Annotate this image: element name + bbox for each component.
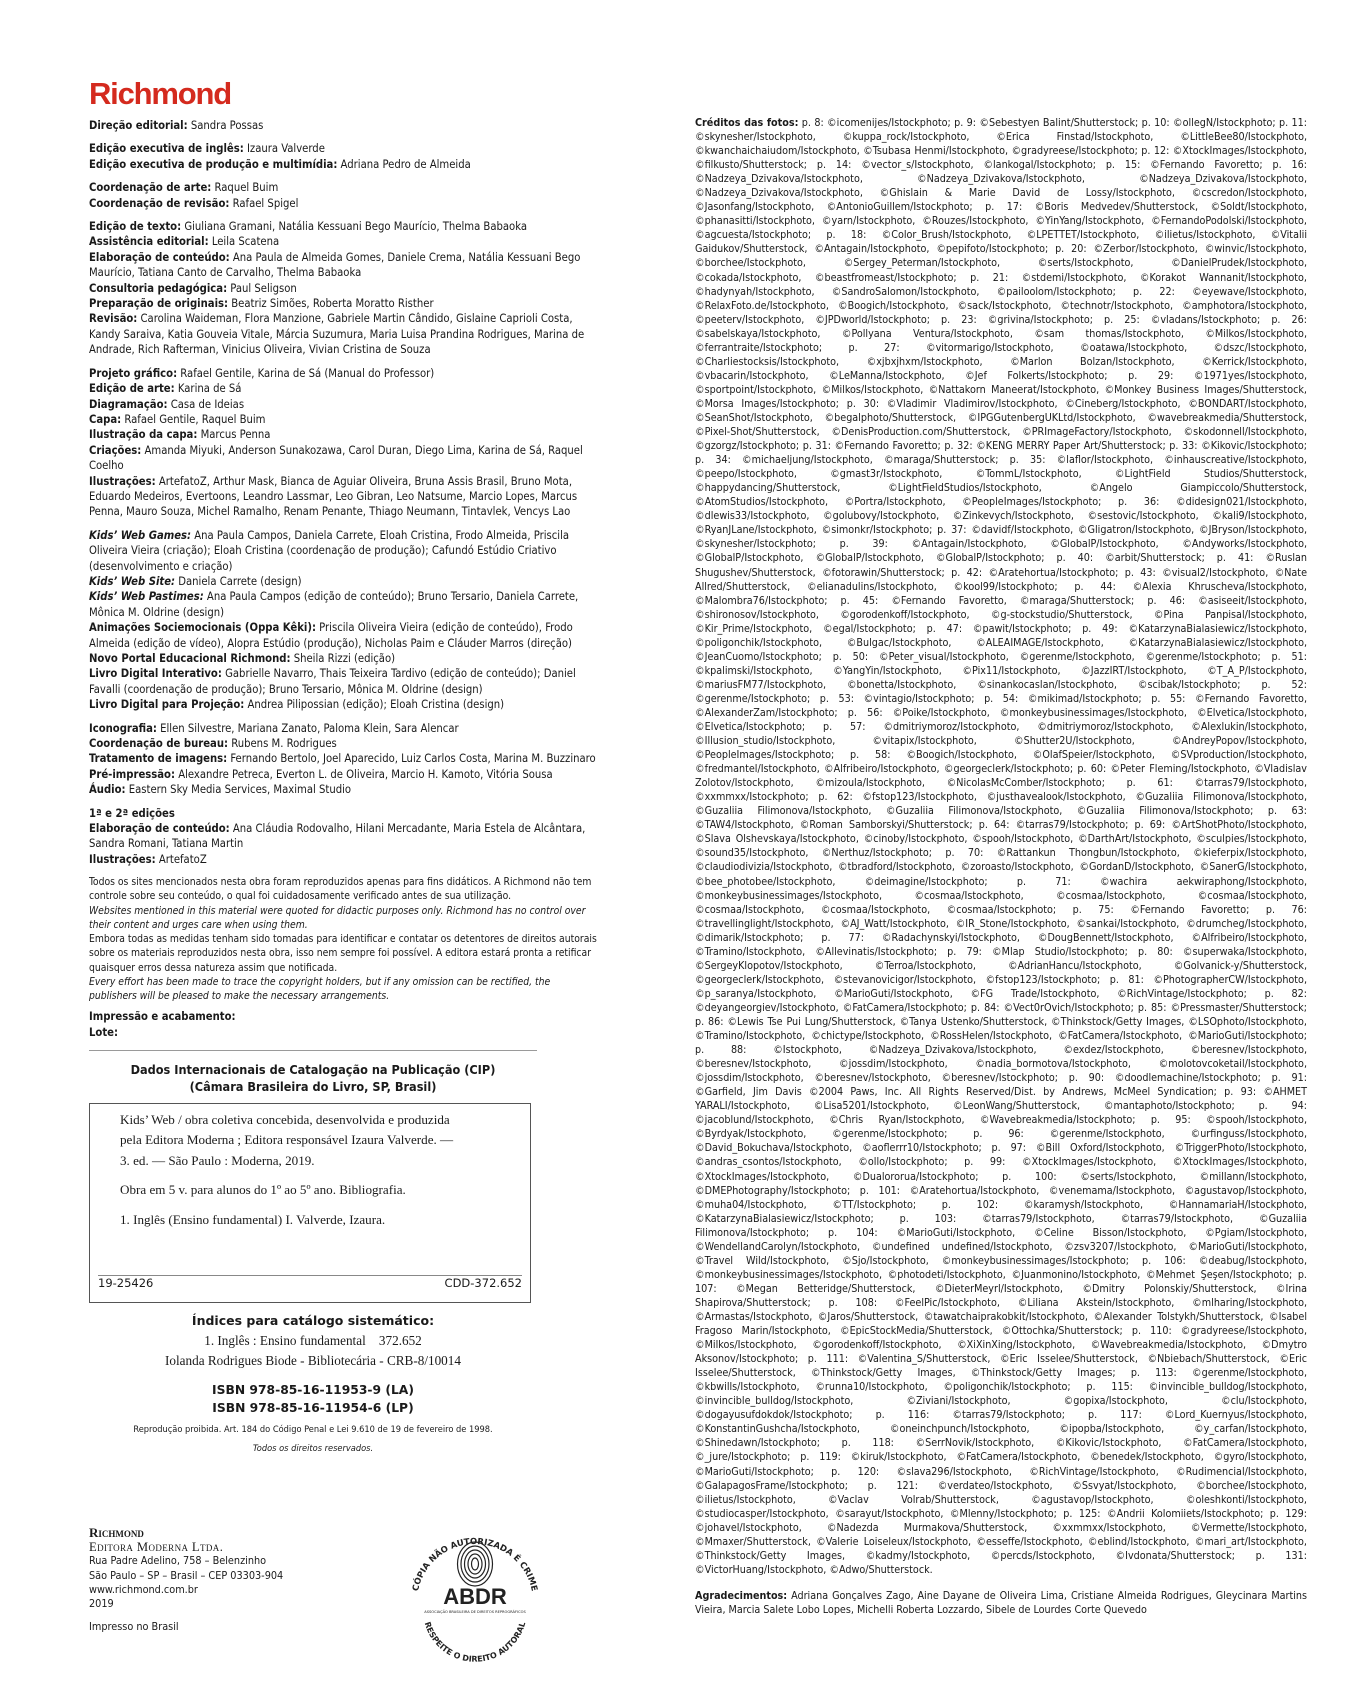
credit-group: [89, 366, 597, 520]
print-batch: Lote:: [89, 1025, 118, 1039]
credit-line: Iconografia: Ellen Silvestre, Mariana Zanato, Paloma Klein, Sara Alencar: [89, 721, 459, 735]
credit-line: Coordenação de revisão: Rafael Spigel: [89, 196, 299, 210]
seal-acronym: ABDR: [443, 1584, 507, 1609]
credit-line: Edição de arte: Karina de Sá: [89, 382, 242, 396]
catalog-librarian: Iolanda Rodrigues Biode - Bibliotecária - CRB-8/10014: [165, 1352, 461, 1368]
credit-group: [89, 806, 597, 868]
credit-line: Pré-impressão: Alexandre Petreca, Everton L. de Oliveira, Marcio H. Kamoto, Vitória Sousa: [89, 767, 553, 781]
photo-credits-label: Créditos das fotos:: [695, 116, 799, 129]
publisher-company: Editora Moderna Ltda.: [89, 1540, 224, 1555]
credit-line: 1ª e 2ª edições: [89, 806, 175, 820]
credit-line: Elaboração de conteúdo: Ana Paula de Almeida Gomes, Daniele Crema, Natália Kessuani Bego Maurício, Tatiana Canto de Carvalho, Thelma Babaoka: [89, 250, 581, 280]
credit-line: Criações: Amanda Miyuki, Anderson Sunakozawa, Carol Duran, Diego Lima, Karina de Sá, Raquel Coelho: [89, 443, 583, 473]
left-column: [89, 76, 597, 1455]
credit-line: Consultoria pedagógica: Paul Seligson: [89, 281, 297, 295]
publisher-name: Richmond: [89, 1525, 144, 1540]
abdr-seal-icon: [395, 1524, 555, 1664]
catalog-index: [89, 1311, 537, 1417]
legal-notice: Reprodução proibida. Art. 184 do Código Penal e Lei 9.610 de 19 de fevereiro de 1998. Todos os direitos reservados.: [133, 1423, 493, 1454]
credit-line: Áudio: Eastern Sky Media Services, Maximal Studio: [89, 783, 352, 797]
credit-line: Edição executiva de produção e multimídia: Adriana Pedro de Almeida: [89, 157, 471, 171]
credit-line: Ilustração da capa: Marcus Penna: [89, 428, 271, 442]
credit-line: Kids’ Web Site: Daniela Carrete (design): [89, 574, 302, 588]
credit-line: Kids’ Web Pastimes: Ana Paula Campos (edição de conteúdo); Bruno Tersario, Daniela Carrete, Mônica M. Oldrine (design): [89, 590, 579, 619]
notice-paragraph: Todos os sites mencionados nesta obra foram reproduzidos apenas para fins didáticos. A Richmond não tem controle sobre seu conteúdo, o qual foi cuidadosamente verificado antes de sua utilização.: [89, 876, 592, 903]
isbn-la: ISBN 978-85-16-11953-9 (LA): [212, 1382, 414, 1397]
acknowledgements: [695, 1589, 1307, 1617]
photo-credits: [695, 116, 1307, 1577]
cip-code-left: 19-25426: [98, 1276, 154, 1291]
credit-line: Kids’ Web Games: Ana Paula Campos, Daniela Carrete, Eloah Cristina, Frodo Almeida, Priscila Oliveira Vieira (criação); Eloah Cristina (coordenação de produção); Cafundó Estúdio Criativo (desenvolvimento e criação): [89, 528, 570, 573]
catalog-index-entry: 1. Inglês : Ensino fundamental 372.652: [204, 1332, 422, 1348]
notice-paragraph: Every effort has been made to trace the copyright holders, but if any omission can be rectified, the publishers will be pleased to make the necessary arrangements.: [89, 975, 551, 1002]
credit-group: [89, 180, 597, 211]
acknowledgements-text: Adriana Gonçalves Zago, Aine Dayane de Oliveira Lima, Cristiane Almeida Rodrigues, Gleycinara Martins Vieira, Marcia Salete Lobo Lopes, Michelli Roberta Lozzardo, Sibele de Lourdes Corte Quevedo: [695, 1588, 1307, 1616]
credit-line: Animações Sociemocionais (Oppa Kêki): Priscila Oliveira Vieira (edição de conteúdo), Frodo Almeida (edição de vídeo), Alopra Estúdio (produção), Nicholas Paim e Cláuder Marros (direção): [89, 621, 573, 650]
credit-group: [89, 219, 597, 358]
credit-line: Coordenação de arte: Raquel Buim: [89, 181, 279, 195]
credit-group: [89, 721, 597, 798]
credit-line: Revisão: Carolina Waideman, Flora Manzione, Gabriele Martin Cândido, Gislaine Caprioli Costa, Kandy Saraiva, Katia Gouveia Vitale, Márcia Suzumura, Maria Luisa Prandina Rodrigues, Marina de Andrade, Rich Rafterman, Vinicius Oliveira, Vivian Cristina de Souza: [89, 312, 585, 357]
publisher-city: São Paulo – SP – Brasil – CEP 03303-904: [89, 1568, 284, 1582]
notice-paragraph: Embora todas as medidas tenham sido tomadas para identificar e contatar os detentores de direitos autorais sobre os materiais reproduzidos nesta obra, isso nem sempre foi possível. A editora estará pronta a retificar quaisquer erros dessa natureza assim que notificada.: [89, 933, 597, 974]
credit-line: Livro Digital Interativo: Gabrielle Navarro, Thais Teixeira Tardivo (edição de conteúdo); Daniel Favalli (coordenação de produção); Bruno Tersario, Mônica M. Oldrine (design): [89, 667, 576, 696]
photo-credits-text: p. 8: ©icomenijes/Istockphoto; p. 9: ©Sebestyen Balint/Shutterstock; p. 10: ©ollegN/Istockphoto; p. 11: ©skynesher/Istockphoto, ©kuppa_rock/Istockphoto, ©Erica Finstad/Istockphoto, ©LittleBee80/Istockphoto, ©kwanchaichaiudom/Istockphoto, ©Tsubasa Henmi/Istockphoto, ©gradyreese/Istockphoto; p. 12: ©XtockImages/Istockphoto, ©filkusto/Shutterstock; p. 14: ©vector_s/Istockphoto, ©lankogal/Istockphoto; p. 15: ©Fernando Favoretto; p. 16: ©Nadzeya_Dzivakova/Istockphoto, ©Nadzeya_Dzivakova/Istockphoto, ©Nadzeya_Dzivakova/Istockphoto, ©Nadzeya_Dzivakova/Istockphoto, ©Ghislain & Marie David de Lossy/Istockphoto, ©cscredon/Istockphoto, ©Jasonfang/Istockphoto, ©AntonioGuillem/Istockphoto; p. 17: ©Boris Medvedev/Shutterstock, ©Soldt/Istockphoto, ©phanasitti/Istockphoto, ©yarn/Istockphoto, ©Rouzes/Istockphoto, ©YinYang/Istockphoto, ©FernandoPodolski/Istockphoto, ©agcuesta/Istockphoto; p. 18: ©Color_Brush/Istockphoto, ©LPETTET/Istockphoto, ©ilietus/Istockphoto, ©Vitalii Gaidukov/Shutterstock, ©Antagain/Istockphoto, ©pepifoto/Istockphoto; p. 20: ©Zerbor/Istockphoto, ©winvic/Istockphoto, ©borchee/Istockphoto, ©Sergey_Peterman/Istockphoto, ©serts/Istockphoto, ©DanielPrudek/Istockphoto, ©cokada/Istockphoto, ©beastfromeast/Istockphoto; p. 21: ©stdemi/Istockphoto, ©Korakot Wannanit/Istockphoto, ©hadynyah/Istockphoto, ©SandroSalomon/Istockphoto, ©pailoolom/Istockphoto; p. 22: ©eyewave/Istockphoto, ©RelaxFoto.de/Istockphoto, ©Boogich/Istockphoto, ©sack/Istockphoto, ©technotr/Istockphoto, ©amphotora/Istockphoto, ©peeterv/Istockphoto, ©JPDworld/Istockphoto; p. 23: ©grivina/Istockphoto; p. 25: ©vladans/Istockphoto; p. 26: ©sabelskaya/Istockphoto, ©Pollyana Ventura/Istockphoto, ©sam thomas/Istockphoto, ©Milkos/Istockphoto, ©ferrantraite/Istockphoto; p. 27: ©vitormarigo/Istockphoto, ©oatawa/Istockphoto, ©dszc/Istockphoto, ©Charliestocksis/Istockphoto, ©xjbxjhxm/Istockphoto, ©Marlon Bolzan/Istockphoto, ©Kerrick/Istockphoto, ©vbacarin/Istockphoto, ©LeManna/Istockphoto, ©Jef Folkerts/Istockphoto; p. 29: ©1971yes/Istockphoto, ©sportpoint/Istockphoto, ©Milkos/Istockphoto, ©Nattakorn Maneerat/Istockphoto, ©Monkey Business Images/Shutterstock, ©Morsa Images/Istockphoto; p. 30: ©Vladimir Vladimirov/Istockphoto, ©Cineberg/Istockphoto, ©BONDART/Istockphoto, ©SeanShot/Istockphoto, ©begalphoto/Shutterstock, ©IPGGutenbergUKLtd/Istockphoto, ©wavebreakmedia/Shutterstock, ©Pixel-Shot/Shutterstock, ©DenisProduction.com/Shutterstock, ©PRImageFactory/Istockphoto, ©skodonnell/Istockphoto, ©gzorgz/Istockphoto; p. 31: ©Fernando Favoretto; p. 32: ©KENG MERRY Paper Art/Shutterstock; p. 33: ©Kikovic/Istockphoto; p. 34: ©michaeljung/Istockphoto, ©maraga/Shutterstock; p. 35: ©laflor/Istockphoto, ©inhauscreative/Istockphoto, ©peepo/Istockphoto, ©gmast3r/Istockphoto, ©TommL/Istockphoto, ©LightField Studios/Shutterstock, ©happydancing/Shutterstock, ©LightFieldStudios/Istockphoto, ©Angelo Giampiccolo/Shutterstock, ©AtomStudios/Istockphoto, ©Portra/Istockphoto, ©PeopleImages/Istockphoto; p. 36: ©didesign021/Istockphoto, ©dlewis33/Istockphoto, ©golubovy/Istockphoto, ©Zinkevych/Istockphoto, ©sestovic/Istockphoto, ©kali9/Istockphoto, ©RyanJLane/Istockphoto, ©simonkr/Istockphoto; p. 37: ©davidf/Istockphoto, ©Gligatron/Istockphoto, ©JBryson/Istockphoto, ©skynesher/Istockphoto; p. 39: ©Antagain/Istockphoto, ©GlobalP/Istockphoto, ©Andyworks/Istockphoto, ©GlobalP/Istockphoto, ©GlobalP/Istockphoto, ©GlobalP/Istockphoto; p. 40: ©arbit/Shutterstock; p. 41: ©Ruslan Shugushev/Shutterstock, ©fotorawin/Shutterstock; p. 42: ©Aratehortua/Istockphoto; p. 43: ©visual2/Istockphoto, ©Nate Allred/Shutterstock, ©elianadulins/Istockphoto, ©kool99/Istockphoto; p. 44: ©Alexia Khruscheva/Istockphoto, ©Malombra76/Istockphoto; p. 45: ©Fernando Favoretto, ©maraga/Shutterstock; p. 46: ©asiseeit/Istockphoto, ©shironosov/Istockphoto, ©gorodenkoff/Istockphoto, ©g-stockstudio/Shutterstock, ©Pina Panpisal/Istockphoto, ©Kir_Prime/Istockphoto, ©egal/Istockphoto; p. 47: ©pawit/Istockphoto; p. 49: ©KatarzynaBialasiewicz/Istockphoto, ©poligonchik/Istockphoto, ©Bulgac/Istockphoto, ©ALEAIMAGE/Istockphoto, ©KatarzynaBialasiewicz/Istockphoto, ©JeanCuomo/Istockphoto; p. 50: ©Peter_visual/Istockphoto, ©gerenme/Istockphoto, ©gerenme/Istockphoto; p. 51: ©kpalimski/Istockphoto, ©YangYin/Istockphoto, ©Pix11/Istockphoto, ©JazzIRT/Istockphoto, ©T_A_P/Istockphoto, ©mariusFM77/Istockphoto, ©bonetta/Istockphoto, ©sinankocaslan/Istockphoto, ©scibak/Istockphoto; p. 52: ©gerenme/Istockphoto; p. 53: ©vintagio/Istockphoto; p. 54: ©mikimad/Istockphoto; p. 55: ©Fernando Favoretto, ©AlexanderZam/Istockphoto; p. 56: ©Poike/Istockphoto, ©monkeybusinessimages/Istockphoto, ©Elvetica/Istockphoto, ©Elvetica/Istockphoto; p. 57: ©dmitriymoroz/Istockphoto, ©dmitriymoroz/Istockphoto, ©Alexlukin/Istockphoto, ©Illusion_studio/Istockphoto, ©vitapix/Istockphoto, ©Shutter2U/Istockphoto, ©AndreyPopov/Istockphoto, ©PeopleImages/Istockphoto; p. 58: ©Boogich/Istockphoto, ©OlafSpeier/Istockphoto, ©SVproduction/Istockphoto, ©fredmantel/Istockphoto, ©Alfribeiro/Istockphoto, ©georgeclerk/Istockphoto; p. 60: ©Peter Fleming/Istockphoto, ©Vladislav Zolotov/Istockphoto, ©mizoula/Istockphoto, ©NicolasMcComber/Istockphoto; p. 61: ©tarras79/Istockphoto, ©xxmmxx/Istockphoto; p. 62: ©fstop123/Istockphoto, ©justhavealook/Istockphoto, ©Guzaliia Filimonova/Istockphoto, ©Guzaliia Filimonova/Istockphoto, ©Guzaliia Filimonova/Istockphoto, ©Guzaliia Filimonova/Istockphoto; p. 63: ©TAW4/Istockphoto, ©Roman Samborskyi/Shutterstock; p. 64: ©tarras79/Istockphoto; p. 69: ©ArtShotPhoto/Istockphoto, ©Slava Olshevskaya/Istockphoto, ©cinoby/Istockphoto, ©spooh/Istockphoto, ©DarthArt/Istockphoto, ©sculpies/Istockphoto, ©sound35/Istockphoto, ©Nerthuz/Istockphoto; p. 70: ©Rattankun Thongbun/Istockphoto, ©kieferpix/Istockphoto, ©claudiodivizia/Istockphoto, ©tbradford/Istockphoto, ©zoroasto/Istockphoto, ©GordanD/Istockphoto, ©SanerG/Istockphoto, ©bee_photobee/Istockphoto, ©deimagine/Istockphoto; p. 71: ©wachira aekwiraphong/Istockphoto, ©monkeybusinessimages/Istockphoto, ©cosmaa/Istockphoto, ©cosmaa/Istockphoto, ©cosmaa/Istockphoto, ©cosmaa/Istockphoto, ©cosmaa/Istockphoto, ©cosmaa/Istockphoto; p. 75: ©Fernando Favoretto; p. 76: ©travellinglight/Istockphoto, ©AJ_Watt/Istockphoto, ©IR_Stone/Istockphoto, ©sankai/Istockphoto, ©drumcheg/Istockphoto, ©dimarik/Istockphoto; p. 77: ©Radachynskyi/Istockphoto, ©DougBennett/Istockphoto, ©Alfribeiro/Istockphoto, ©Tramino/Istockphoto, ©Allevinatis/Istockphoto; p. 79: ©Mlap Studio/Istockphoto; p. 80: ©superwaka/Istockphoto, ©SergeyKlopotov/Istockphoto, ©Terroa/Istockphoto, ©AdrianHancu/Istockphoto, ©Golvanick-y/Shutterstock, ©georgeclerk/Istockphoto, ©stevanovicigor/Istockphoto, ©fstop123/Istockphoto; p. 81: ©PhotographerCW/Istockphoto, ©p_saranya/Istockphoto, ©MarioGuti/Istockphoto, ©FG Trade/Istockphoto, ©RichVintage/Istockphoto; p. 82: ©deyangeorgiev/Istockphoto, ©FatCamera/Istockphoto; p. 84: ©Vect0rOvich/Istockphoto; p. 85: ©Pressmaster/Shutterstock; p. 86: ©Lewis Tse Pui Lung/Shutterstock, ©Tanya Ustenko/Shutterstock, ©Thinkstock/Getty Images, ©LSOphoto/Istockphoto, ©Tramino/Istockphoto, ©chictype/Istockphoto, ©RossHelen/Istockphoto, ©FatCamera/Istockphoto, ©MarioGuti/Istockphoto; p. 88: ©Istockphoto, ©Nadzeya_Dzivakova/Istockphoto, ©exdez/Istockphoto, ©beresnev/Istockphoto, ©beresnev/Istockphoto, ©jossdim/Istockphoto, ©nadia_bormotova/Istockphoto, ©molotovcoketail/Istockphoto, ©jossdim/Istockphoto, ©beresnev/Istockphoto, ©beresnev/Istockphoto; p. 90: ©doodlemachine/Istockphoto; p. 91: ©Garfield, Jim Davis ©2004 Paws, Inc. All Rights Reserved/Dist. by Andrews, McMeel Syndication; p. 93: ©AHMET YARALI/Istockphoto, ©Lisa5201/Istockphoto, ©LeonWang/Shutterstock, ©mantaphoto/Istockphoto; p. 94: ©jacoblund/Istockphoto, ©Chris Ryan/Istockphoto, ©Wavebreakmedia/Istockphoto; p. 95: ©spooh/Istockphoto, ©Byrdyak/Istockphoto, ©gerenme/Istockphoto; p. 96: ©gerenme/Istockphoto, ©urfinguss/Istockphoto, ©David_Bokuchava/Istockphoto, ©aoflerrr10/Istockphoto; p. 97: ©Bill Oxford/Istockphoto, ©TriggerPhoto/Istockphoto, ©andras_csontos/Istockphoto, ©ollo/Istockphoto; p. 99: ©XtockImages/Istockphoto, ©XtockImages/Istockphoto, ©XtockImages/Istockphoto, ©Dualororua/Istockphoto; p. 100: ©serts/Istockphoto, ©millann/Istockphoto, ©DMEPhotography/Istockphoto; p. 101: ©Aratehortua/Istockphoto, ©venemama/Istockphoto, ©agustavop/Istockphoto, ©muha04/Istockphoto, ©TT/Istockphoto; p. 102: ©karamysh/Istockphoto, ©HannamariaH/Istockphoto, ©KatarzynaBialasiewicz/Istockphoto; p. 103: ©tarras79/Istockphoto, ©tarras79/Istockphoto, ©Guzaliia Filimonova/Istockphoto; p. 104: ©MarioGuti/Istockphoto, ©Celine Bisson/Istockphoto, ©Pgiam/Istockphoto, ©WendellandCarolyn/Istockphoto, ©undefined undefined/Istockphoto, ©zsv3207/Istockphoto, ©MarioGuti/Istockphoto, ©Travel Wild/Istockphoto, ©Sjo/Istockphoto, ©monkeybusinessimages/Istockphoto; p. 106: ©deabug/Istockphoto, ©monkeybusinessimages/Istockphoto, ©photodeti/Istockphoto, ©Juanmonino/Istockphoto, ©Mehmet Şeşen/Istockphoto; p. 107: ©Megan Betteridge/Shutterstock, ©DieterMeyrl/Istockphoto, ©Dmitry Polonskiy/Shutterstock, ©Irina Shapirova/Shutterstock; p. 108: ©FeelPic/Istockphoto, ©Liliana Akstein/Istockphoto, ©mlharing/Istockphoto, ©Armastas/Istockphoto, ©Jaros/Shutterstock, ©tawatchaiprakobkit/Istockphoto, ©Alexander Tolstykh/Shutterstock, ©Isabel Fragoso Marin/Istockphoto, ©EpicStockMedia/Shutterstock, ©Ottochka/Shutterstock; p. 110: ©gradyreese/Istockphoto, ©Milkos/Istockphoto, ©gorodenkoff/Istockphoto, ©XiXinXing/Istockphoto, ©Wavebreakmedia/Istockphoto, ©Dmytro Aksonov/Istockphoto; p. 111: ©Valentina_S/Shutterstock, ©Eric Isselee/Shutterstock, ©Nbiebach/Shutterstock, ©Eric Isselee/Shutterstock, ©Thinkstock/Getty Images, ©Thinkstock/Getty Images; p. 113: ©gerenme/Istockphoto, ©kbwills/Istockphoto, ©runna10/Istockphoto, ©poligonchik/Istockphoto; p. 115: ©invincible_bulldog/Istockphoto, ©invincible_bulldog/Istockphoto, ©Ziviani/Istockphoto, ©gopixa/Istockphoto, ©clu/Istockphoto, ©dogayusufdokdok/Istockphoto; p. 116: ©tarras79/Istockphoto; p. 117: ©Lord_Kuernyus/Istockphoto, ©KonstantinGushcha/Istockphoto, ©oneinchpunch/Istockphoto, ©ipopba/Istockphoto, ©y_carfan/Istockphoto, ©Shinedawn/Istockphoto; p. 118: ©SerrNovik/Istockphoto, ©Kikovic/Istockphoto, ©FatCamera/Istockphoto, ©_jure/Istockphoto; p. 119: ©kiruk/Istockphoto, ©FatCamera/Istockphoto, ©benedek/Istockphoto, ©gyro/Istockphoto, ©MarioGuti/Istockphoto; p. 120: ©slava296/Istockphoto, ©RichVintage/Istockphoto, ©Rudimencial/Istockphoto, ©GalapagosFrame/Istockphoto; p. 121: ©verdateo/Istockphoto, ©Ssvyat/Istockphoto, ©borchee/Istockphoto, ©ilietus/Istockphoto, ©Vaclav Volrab/Shutterstock, ©agustavop/Istockphoto, ©oleshkonti/Istockphoto, ©studiocasper/Istockphoto, ©sarayut/Istockphoto, ©Mlenny/Istockphoto; p. 125: ©Andrii Kolomiiets/Istockphoto; p. 129: ©johavel/Istockphoto, ©Nadezda Murmakova/Shutterstock, ©xxmmxx/Istockphoto, ©Vermette/Istockphoto, ©Mmaxer/Shutterstock, ©Valerie Loiseleux/Istockphoto, ©esseffe/Istockphoto, ©eblind/Istockphoto, ©mari_art/Istockphoto, ©Thinkstock/Getty Images, ©kadmy/Istockphoto, ©percds/Istockphoto, ©Ivdonata/Shutterstock; p. 131: ©VictorHuang/Istockphoto, ©Adwo/Shutterstock.: [695, 116, 1307, 1576]
svg-text:CÓPIA NÃO AUTORIZADA É CRIME: CÓPIA NÃO AUTORIZADA É CRIME: [411, 1536, 539, 1593]
staff-credits: [89, 118, 597, 867]
print-info: [89, 1009, 597, 1040]
printed-in: Impresso no Brasil: [89, 1620, 179, 1634]
print-finishing: Impressão e acabamento:: [89, 1010, 236, 1024]
cip-section: [89, 1050, 537, 1455]
credit-line: Direção editorial: Sandra Possas: [89, 119, 264, 132]
credit-line: Elaboração de conteúdo: Ana Cláudia Rodovalho, Hilani Mercadante, Maria Estela de Alcântara, Sandra Romani, Tatiana Martin: [89, 822, 586, 851]
credit-line: Assistência editorial: Leila Scatena: [89, 235, 280, 249]
credit-line: Livro Digital para Projeção: Andrea Pilipossian (edição); Eloah Cristina (design): [89, 698, 505, 712]
credit-line: Capa: Rafael Gentile, Raquel Buim: [89, 412, 266, 426]
credit-group: [89, 118, 597, 133]
notice-paragraph: Websites mentioned in this material were quoted for didactic purposes only. Richmond has no control over their content and urges care when using them.: [89, 904, 586, 931]
acknowledgements-label: Agradecimentos:: [695, 1588, 788, 1602]
svg-text:RESPEITE O DIREITO AUTORAL: RESPEITE O DIREITO AUTORAL: [422, 1620, 528, 1664]
credit-line: Edição executiva de inglês: Izaura Valverde: [89, 142, 325, 156]
cip-code-right: CDD-372.652: [444, 1276, 522, 1291]
credit-line: Projeto gráfico: Rafael Gentile, Karina de Sá (Manual do Professor): [89, 366, 435, 380]
svg-text:ASSOCIAÇÃO BRASILEIRA DE DIREI: ASSOCIAÇÃO BRASILEIRA DE DIREITOS REPROGRÁFICOS: [424, 1610, 526, 1614]
notice-block: [89, 875, 597, 1003]
publisher-website[interactable]: www.richmond.com.br: [89, 1582, 198, 1596]
right-column: [695, 116, 1307, 1617]
catalog-index-title: Índices para catálogo sistemático:: [191, 1312, 435, 1328]
credit-line: Preparação de originais: Beatriz Simões, Roberta Moratto Risther: [89, 297, 434, 311]
isbn-lp: ISBN 978-85-16-11954-6 (LP): [212, 1400, 414, 1415]
publisher-info: [89, 1526, 283, 1634]
cip-title: Dados Internacionais de Catalogação na Publicação (CIP) (Câmara Brasileira do Livro, SP, Brasil): [130, 1061, 496, 1094]
credit-line: Ilustrações: ArtefatoZ, Arthur Mask, Bianca de Aguiar Oliveira, Bruna Assis Brasil, Bruno Mota, Eduardo Medeiros, Evertoons, Leandro Lassmar, Leo Gibran, Leo Natsume, Marcio Lopes, Marcus Penna, Mauro Souza, Michel Ramalho, Renam Penante, Thiago Neumann, Tintavlek, Vencys Lao: [89, 474, 578, 519]
credit-line: Novo Portal Educacional Richmond: Sheila Rizzi (edição): [89, 652, 396, 665]
credit-line: Diagramação: Casa de Ideias: [89, 397, 245, 411]
credit-line: Coordenação de bureau: Rubens M. Rodrigues: [89, 737, 337, 751]
brand-logo: Richmond: [89, 76, 231, 111]
cip-card: [89, 1103, 531, 1303]
credit-line: Ilustrações: ArtefatoZ: [89, 852, 207, 866]
cip-note: Obra em 5 v. para alunos do 1º ao 5º ano. Bibliografia.: [120, 1182, 406, 1198]
credit-line: Tratamento de imagens: Fernando Bertolo, Joel Aparecido, Luiz Carlos Costa, Marina M. Buzzinaro: [89, 752, 596, 766]
credit-line: Edição de texto: Giuliana Gramani, Natália Kessuani Bego Maurício, Thelma Babaoka: [89, 220, 528, 234]
cip-entry: Kids’ Web / obra coletiva concebida, desenvolvida e produzida pela Editora Moderna ; Editora responsável Izaura Valverde. — 3. ed. — São Paulo : Moderna, 2019.: [120, 1111, 454, 1168]
publisher-address: Rua Padre Adelino, 758 – Belenzinho: [89, 1554, 267, 1568]
credit-group: [89, 141, 597, 172]
credit-group: [89, 528, 597, 713]
cip-subject: 1. Inglês (Ensino fundamental) I. Valverde, Izaura.: [120, 1211, 386, 1227]
publisher-year: 2019: [89, 1597, 114, 1611]
